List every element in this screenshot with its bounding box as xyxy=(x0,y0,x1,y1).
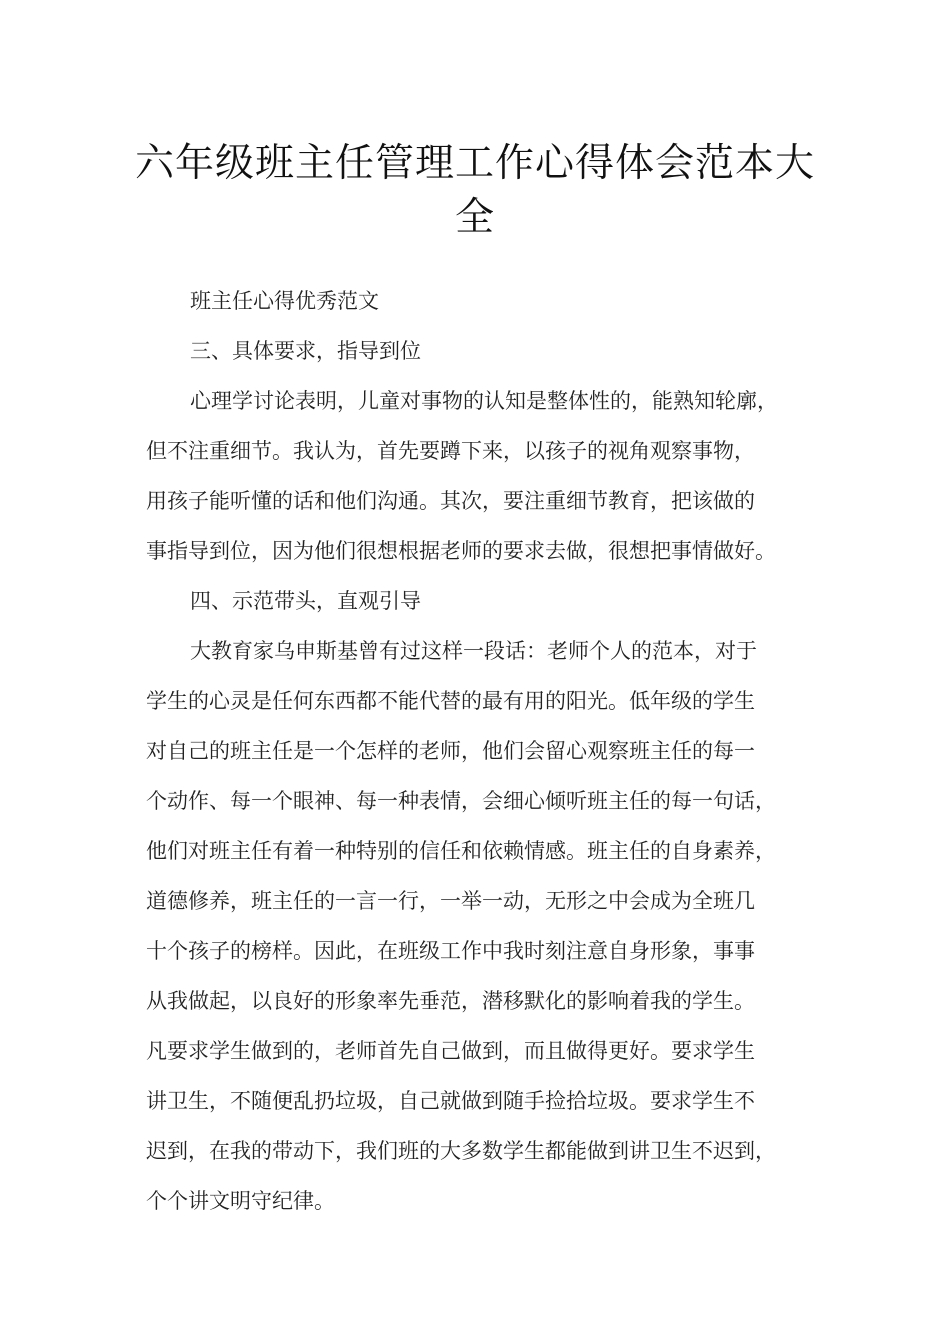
paragraph-line: 凡要求学生做到的，老师首先自己做到，而且做得更好。要求学生 xyxy=(146,1039,755,1063)
paragraph-line: 他们对班主任有着一种特别的信任和依赖情感。班主任的自身素养， xyxy=(146,839,776,863)
paragraph-line: 但不注重细节。我认为，首先要蹲下来，以孩子的视角观察事物， xyxy=(146,439,755,463)
paragraph-line: 个个讲文明守纪律。 xyxy=(146,1189,335,1213)
document-title-line-1: 六年级班主任管理工作心得体会范本大 xyxy=(134,141,815,186)
paragraph-line: 迟到，在我的带动下，我们班的大多数学生都能做到讲卫生不迟到， xyxy=(146,1139,776,1163)
document-title-line-2: 全 xyxy=(454,195,495,240)
subsection-heading: 四、示范带头，直观引导 xyxy=(190,589,421,613)
paragraph-line: 学生的心灵是任何东西都不能代替的最有用的阳光。低年级的学生 xyxy=(146,689,755,713)
paragraph-line: 从我做起，以良好的形象率先垂范，潜移默化的影响着我的学生。 xyxy=(146,989,755,1013)
paragraph-line: 十个孩子的榜样。因此，在班级工作中我时刻注意自身形象，事事 xyxy=(146,939,755,963)
paragraph-line: 心理学讨论表明，儿童对事物的认知是整体性的，能熟知轮廓， xyxy=(190,389,778,413)
section-heading: 班主任心得优秀范文 xyxy=(190,289,379,313)
paragraph-line: 道德修养，班主任的一言一行，一举一动，无形之中会成为全班几 xyxy=(146,889,755,913)
paragraph-line: 事指导到位，因为他们很想根据老师的要求去做，很想把事情做好。 xyxy=(146,539,776,563)
paragraph-line: 用孩子能听懂的话和他们沟通。其次，要注重细节教育，把该做的 xyxy=(146,489,755,513)
paragraph-line: 个动作、每一个眼神、每一种表情，会细心倾听班主任的每一句话， xyxy=(146,789,776,813)
subsection-heading: 三、具体要求，指导到位 xyxy=(190,339,421,363)
paragraph-line: 大教育家乌申斯基曾有过这样一段话：老师个人的范本，对于 xyxy=(190,639,757,663)
paragraph-line: 对自己的班主任是一个怎样的老师，他们会留心观察班主任的每一 xyxy=(146,739,755,763)
paragraph-line: 讲卫生，不随便乱扔垃圾，自己就做到随手捡拾垃圾。要求学生不 xyxy=(146,1089,755,1113)
